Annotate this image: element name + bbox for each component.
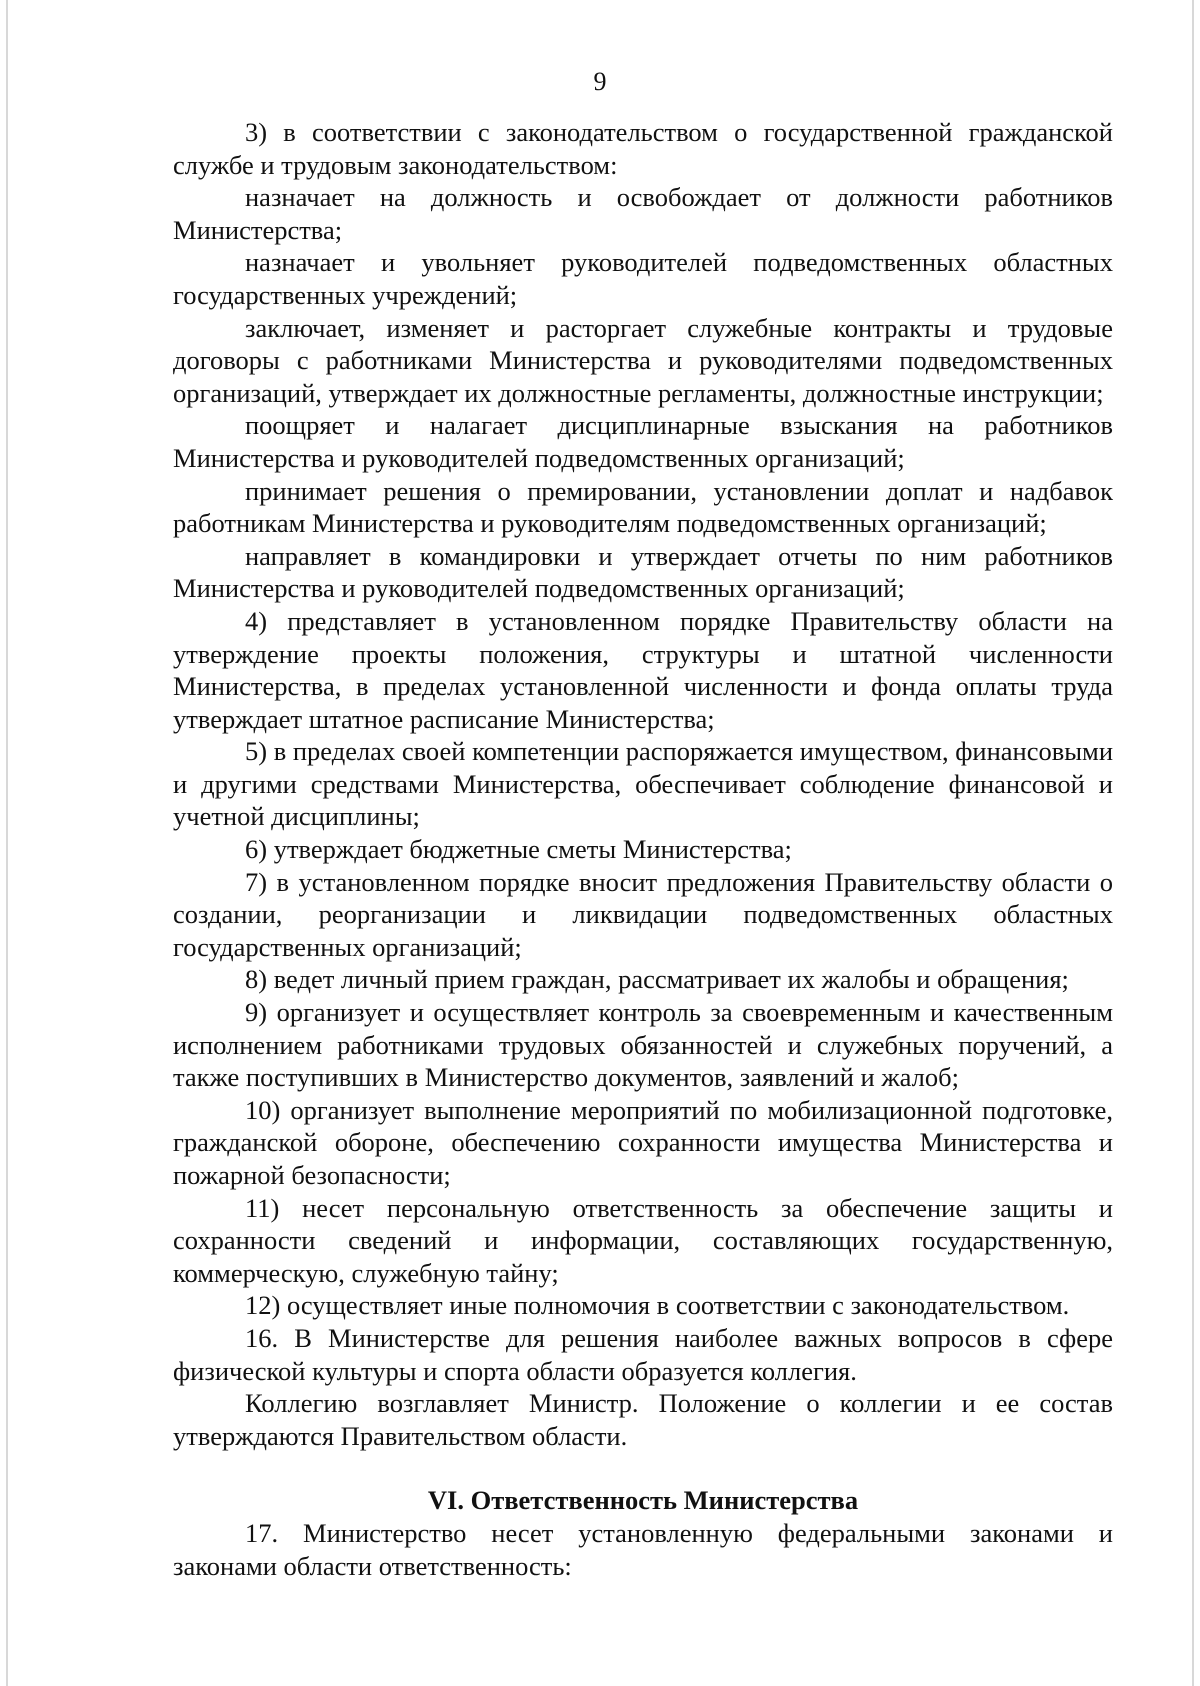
paragraph-item-10: 10) организует выполнение мероприятий по мобилизационной подготовке, гражданской обороне, обеспечению сохранности имущества Министерства и пожарной безопасности; bbox=[173, 1094, 1113, 1190]
paragraph-bonuses: принимает решения о премировании, установлении доплат и надбавок работникам Министерства и руководителям подведомственных организаций; bbox=[173, 475, 1113, 539]
scan-edge-right bbox=[1192, 0, 1194, 1686]
scan-edge-left bbox=[6, 0, 8, 1686]
paragraph-appoint-dismiss: назначает на должность и освобождает от должности работников Министерства; bbox=[173, 182, 1113, 245]
paragraph-item-8: 8) ведет личный прием граждан, рассматривает их жалобы и обращения; bbox=[245, 964, 1069, 995]
paragraph-item-4: 4) представляет в установленном порядке Правительству области на утверждение проекты положения, структуры и штатной численности Министерства, в пределах установленной численности и фонда оплаты труда утверждает штатное расписание Министерства; bbox=[173, 605, 1113, 734]
paragraph-item-9: 9) организует и осуществляет контроль за своевременным и качественным исполнением работниками трудовых обязанностей и служебных поручений, а также поступивших в Министерство документов, заявлений и жалоб; bbox=[173, 997, 1113, 1093]
paragraph-collegium: Коллегию возглавляет Министр. Положение о коллегии и ее состав утверждаются Правительством области. bbox=[173, 1388, 1113, 1451]
paragraph-appoint-heads: назначает и увольняет руководителей подведомственных областных государственных учреждений; bbox=[173, 247, 1113, 310]
paragraph-clause-17: 17. Министерство несет установленную федеральными законами и законами области ответственность: bbox=[173, 1517, 1113, 1581]
paragraph-item-11: 11) несет персональную ответственность за обеспечение защиты и сохранности сведений и информации, составляющих государственную, коммерческую, служебную тайну; bbox=[173, 1192, 1113, 1288]
paragraph-discipline: поощряет и налагает дисциплинарные взыскания на работников Министерства и руководителей подведомственных организаций; bbox=[173, 410, 1113, 473]
paragraph-item-6: 6) утверждает бюджетные сметы Министерства; bbox=[245, 834, 792, 865]
section-heading: VI. Ответственность Министерства bbox=[427, 1485, 859, 1516]
paragraph-item-7: 7) в установленном порядке вносит предложения Правительству области о создании, реорганизации и ликвидации подведомственных областных государственных организаций; bbox=[173, 866, 1113, 962]
paragraph-item-5: 5) в пределах своей компетенции распоряжается имуществом, финансовыми и другими средствами Министерства, обеспечивает соблюдение финансовой и учетной дисциплины; bbox=[173, 736, 1113, 832]
document-body bbox=[173, 116, 1113, 1582]
paragraph-item-12: 12) осуществляет иные полномочия в соответствии с законодательством. bbox=[245, 1290, 1070, 1321]
paragraph-business-trips: направляет в командировки и утверждает отчеты по ним работников Министерства и руководителей подведомственных организаций; bbox=[173, 540, 1113, 604]
paragraph-item-3: 3) в соответствии с законодательством о государственной гражданской службе и трудовым законодательством: bbox=[173, 117, 1113, 180]
page-number: 9 bbox=[593, 67, 607, 96]
paragraph-clause-16: 16. В Министерстве для решения наиболее важных вопросов в сфере физической культуры и спорта области образуется коллегия. bbox=[173, 1322, 1113, 1386]
paragraph-contracts: заключает, изменяет и расторгает служебные контракты и трудовые договоры с работниками Министерства и руководителями подведомственных организаций, утверждает их должностные регламенты, должностные инструкции; bbox=[173, 312, 1113, 408]
